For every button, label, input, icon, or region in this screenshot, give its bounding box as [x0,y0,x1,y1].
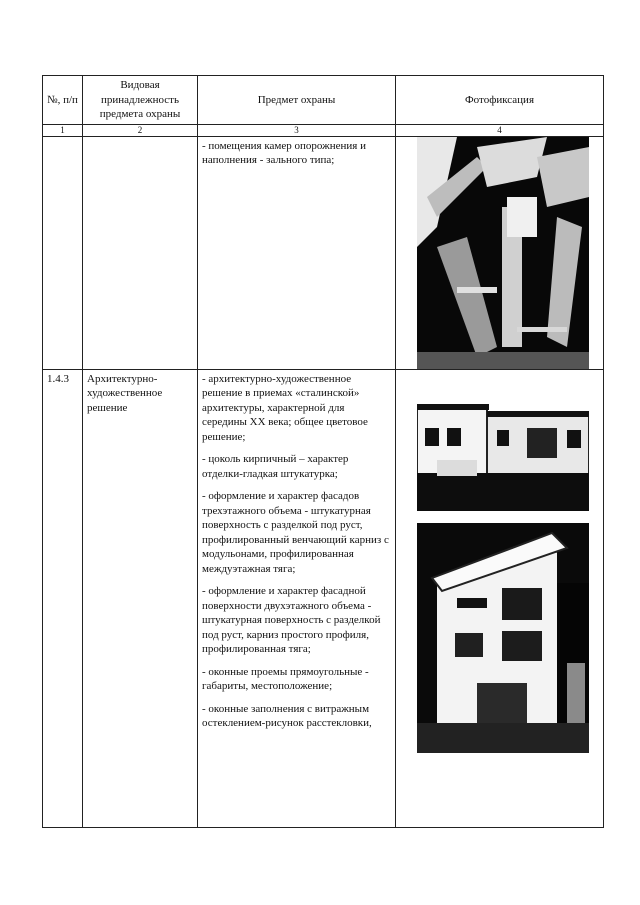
row-type: Архитектурно-художественное решение [83,369,198,827]
subject-item: - оформление и характер фасадов трехэтажного объема - штукатурная поверхность с разделкой под руст, профилированный венчающий карниз с модульонами, профилированная междуэтажная тяга; [202,490,389,575]
col-number-1: 1 [43,124,83,136]
row-subject [198,369,396,827]
subject-item: - архитектурно-художественное решение в приемах «сталинской» архитектуры, характерной для середины XX века; общее цветовое решение; [202,372,368,443]
subject-item: - цоколь кирпичный – характер отделки-гладкая штукатурка; [202,453,349,480]
header-row [43,76,604,125]
facade-photo-1 [417,378,589,511]
row-number: 1.4.3 [43,369,83,827]
header-number: №, п/п [43,76,83,125]
header-subject: Предмет охраны [198,76,396,125]
interior-photo [417,137,589,369]
column-number-row [43,124,604,136]
protection-table [42,75,604,828]
table-row [43,136,604,369]
subject-item: - оконные проемы прямоугольные - габариты, местоположение; [202,665,369,693]
subject-item: - помещения камер опорожнения и наполнения - зального типа; [202,139,366,167]
col-number-2: 2 [83,124,198,136]
row-subject [198,136,396,369]
row-type [83,136,198,369]
facade-photo-2 [417,523,589,753]
subject-item: - оформление и характер фасадной поверхности двухэтажного объема - штукатурная поверхность с разделкой под руст, карниз простого профиля, профилированная тяга; [202,585,381,656]
row-photo [396,136,604,369]
subject-item: - оконные заполнения с витражным остеклением-рисунок расстекловки, [202,702,372,730]
col-number-3: 3 [198,124,396,136]
header-photo: Фотофиксация [396,76,604,125]
col-number-4: 4 [396,124,604,136]
table-row [43,369,604,827]
header-type: Видовая принадлежность предмета охраны [83,76,198,125]
row-number [43,136,83,369]
row-photo [396,369,604,827]
